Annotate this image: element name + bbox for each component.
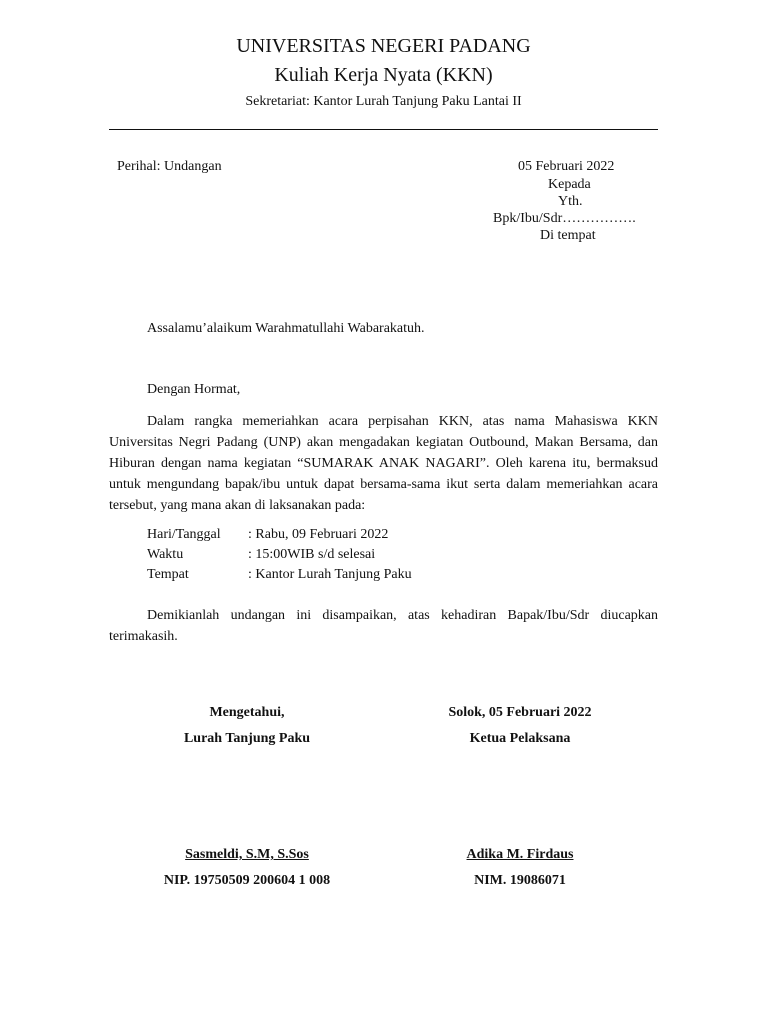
sign-left-line2: Lurah Tanjung Paku	[183, 731, 311, 746]
sign-right-id: NIM. 19086071	[474, 873, 566, 888]
sign-left-name: Sasmeldi, S.M, S.Sos	[185, 847, 309, 862]
detail-value-time: : 15:00WIB s/d selesai	[248, 547, 376, 562]
sign-right-line2: Ketua Pelaksana	[469, 731, 571, 746]
body-paragraph: Dalam rangka memeriahkan acara perpisahan KKN, atas nama Mahasiswa KKN Universitas Negri Padang (UNP) akan mengadakan kegiatan Outbound, Makan Bersama, dan Hiburan dengan nama kegiatan “SUMARAK ANAK NAGARI”. Oleh karena itu, bermaksud untuk mengundang bapak/ibu untuk dapat bersama-sama ikut serta dalam memeriahkan acara tersebut, yang mana akan di laksanakan pada:	[109, 414, 658, 513]
detail-value-place: : Kantor Lurah Tanjung Paku	[248, 567, 412, 582]
letterhead-program: Kuliah Kerja Nyata (KKN)	[274, 64, 493, 86]
letterhead-secretariat: Sekretariat: Kantor Lurah Tanjung Paku Lantai II	[245, 94, 522, 109]
sign-left-id: NIP. 19750509 200604 1 008	[163, 873, 331, 888]
sign-left-line1: Mengetahui,	[209, 705, 285, 720]
subject-line: Perihal: Undangan	[117, 159, 222, 174]
detail-label-place: Tempat	[147, 567, 189, 582]
letter-date: 05 Februari 2022	[518, 159, 615, 174]
recipient-name: Bpk/Ibu/Sdr…………….	[493, 211, 636, 226]
detail-label-time: Waktu	[147, 547, 184, 562]
recipient-kepada: Kepada	[548, 177, 591, 192]
sign-right-name: Adika M. Firdaus	[466, 847, 574, 862]
recipient-place: Di tempat	[540, 228, 596, 243]
greeting: Assalamu’alaikum Warahmatullahi Wabarakatuh.	[147, 321, 425, 336]
header-divider	[109, 129, 658, 130]
sign-right-line1: Solok, 05 Februari 2022	[448, 705, 592, 720]
salutation: Dengan Hormat,	[147, 382, 241, 397]
detail-label-date: Hari/Tanggal	[147, 527, 221, 542]
detail-value-date: : Rabu, 09 Februari 2022	[248, 527, 389, 542]
recipient-yth: Yth.	[558, 194, 583, 209]
letterhead-university: UNIVERSITAS NEGERI PADANG	[236, 35, 531, 57]
closing-paragraph: Demikianlah undangan ini disampaikan, atas kehadiran Bapak/Ibu/Sdr diucapkan terimakasih.	[109, 608, 658, 644]
